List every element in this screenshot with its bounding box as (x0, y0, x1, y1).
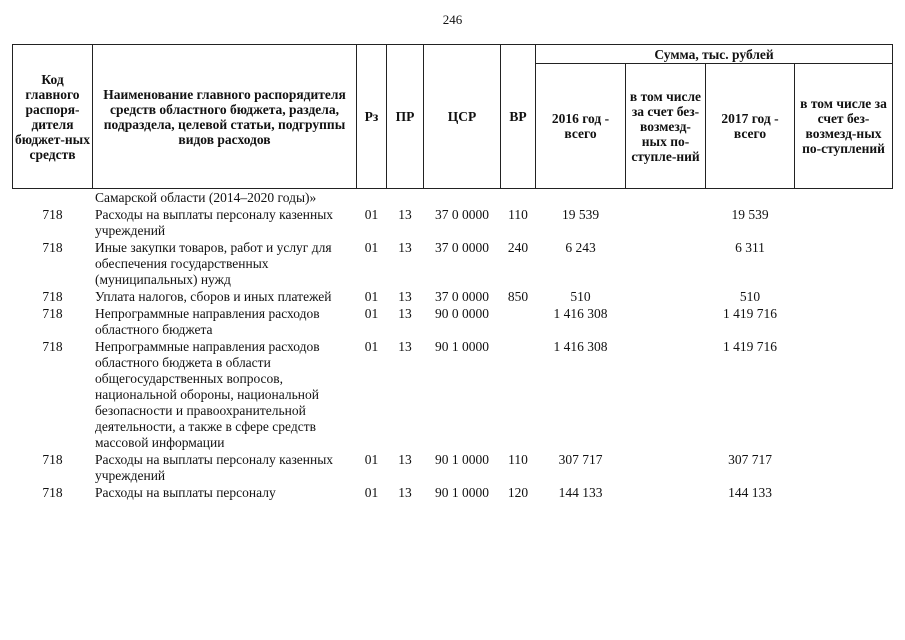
cell-gratuitous-2016 (626, 305, 706, 338)
cell-pr: 13 (398, 306, 412, 321)
header-sum-group: Сумма, тыс. рублей (536, 45, 893, 64)
cell-gratuitous-2016 (626, 239, 706, 288)
cell-vr (501, 189, 536, 207)
cell-pr: 13 (398, 485, 412, 500)
cell-name: Уплата налогов, сборов и иных платежей (95, 289, 332, 304)
cell-total-2016: 510 (570, 289, 591, 304)
page-number: 246 (442, 12, 463, 27)
budget-table (12, 44, 893, 501)
cell-code: 718 (42, 207, 63, 222)
cell-total-2016: 307 717 (558, 452, 603, 467)
cell-total-2017: 1 419 716 (723, 306, 777, 321)
cell-code: 718 (42, 485, 63, 500)
header-code: Код главного распоря-дителя бюджет-ных средств (13, 45, 93, 189)
cell-rz: 01 (364, 240, 379, 255)
cell-total-2017: 6 311 (735, 240, 765, 255)
cell-pr: 13 (398, 452, 412, 467)
cell-gratuitous-2016 (626, 189, 706, 207)
header-vr: ВР (501, 45, 536, 189)
cell-gratuitous-2017 (795, 305, 893, 338)
cell-total-2016: 1 416 308 (553, 339, 608, 354)
cell-pr: 13 (398, 339, 412, 354)
cell-total-2016: 6 243 (565, 240, 596, 255)
cell-rz: 01 (364, 452, 379, 467)
cell-gratuitous-2016 (626, 484, 706, 501)
cell-name: Непрограммные направления расходов областного бюджета в области общегосударственных вопросов, национальной обороны, национальной безопасности и правоохранительной деятельности, а также в сфере средств массовой информации (95, 339, 320, 450)
cell-csr: 90 1 0000 (435, 452, 489, 467)
header-total-2017: 2017 год - всего (706, 64, 795, 189)
cell-total-2016 (536, 189, 626, 207)
cell-name: Расходы на выплаты персоналу казенных учреждений (95, 452, 334, 483)
cell-csr (424, 189, 501, 207)
cell-total-2017: 307 717 (728, 452, 772, 467)
cell-rz: 01 (364, 207, 379, 222)
cell-name: Расходы на выплаты персоналу казенных учреждений (95, 207, 334, 238)
cell-code: 718 (42, 452, 63, 467)
cell-rz: 01 (364, 339, 379, 354)
cell-total-2017: 144 133 (728, 485, 772, 500)
cell-csr: 90 0 0000 (435, 306, 489, 321)
cell-gratuitous-2017 (795, 189, 893, 207)
cell-total-2016: 144 133 (558, 485, 603, 500)
header-total-2016: 2016 год - всего (536, 64, 626, 189)
table-row (13, 239, 893, 288)
cell-name: Расходы на выплаты персоналу (95, 485, 276, 500)
cell-gratuitous-2017 (795, 338, 893, 451)
cell-total-2016: 1 416 308 (553, 306, 608, 321)
table-row (13, 305, 893, 338)
cell-vr: 240 (507, 240, 529, 255)
cell-gratuitous-2017 (795, 484, 893, 501)
cell-vr: 120 (507, 485, 529, 500)
table-row (13, 206, 893, 239)
table-row (13, 484, 893, 501)
cell-csr: 90 1 0000 (435, 485, 489, 500)
header-pr: ПР (387, 45, 424, 189)
cell-gratuitous-2016 (626, 206, 706, 239)
cell-code: 718 (42, 306, 63, 321)
cell-gratuitous-2017 (795, 206, 893, 239)
cell-name: Непрограммные направления расходов областного бюджета (95, 306, 320, 337)
table-header (13, 45, 893, 189)
cell-vr: 110 (508, 452, 528, 467)
table-body (13, 189, 893, 502)
cell-gratuitous-2017 (795, 288, 893, 305)
cell-code (13, 189, 93, 207)
cell-csr: 37 0 0000 (435, 289, 489, 304)
table-row (13, 288, 893, 305)
cell-pr: 13 (398, 240, 412, 255)
cell-rz (357, 189, 387, 207)
header-name: Наименование главного распорядителя средств областного бюджета, раздела, подраздела, целевой статьи, подгруппы видов расходов (93, 45, 357, 189)
table-row (13, 189, 893, 207)
cell-total-2016: 19 539 (561, 207, 600, 222)
cell-vr: 110 (508, 207, 528, 222)
cell-csr: 37 0 0000 (435, 207, 489, 222)
cell-pr: 13 (398, 207, 412, 222)
cell-total-2017: 510 (739, 289, 761, 304)
cell-csr: 90 1 0000 (435, 339, 489, 354)
header-gratuitous-2017: в том числе за счет без-возмезд-ных по-ступлений (795, 64, 893, 189)
cell-vr: 850 (507, 289, 529, 304)
table-row (13, 338, 893, 451)
cell-pr: 13 (398, 289, 412, 304)
cell-gratuitous-2016 (626, 338, 706, 451)
cell-vr (501, 338, 536, 451)
cell-gratuitous-2016 (626, 288, 706, 305)
cell-total-2017: 1 419 716 (723, 339, 777, 354)
cell-rz: 01 (364, 289, 379, 304)
cell-code: 718 (42, 339, 63, 354)
table-row (13, 451, 893, 484)
cell-rz: 01 (364, 485, 379, 500)
cell-name: Иные закупки товаров, работ и услуг для обеспечения государственных (муниципальных) нужд (95, 240, 332, 287)
header-gratuitous-2016: в том числе за счет без-возмезд-ных по-ступле-ний (626, 64, 706, 189)
cell-total-2017: 19 539 (731, 207, 769, 222)
header-rz: Рз (357, 45, 387, 189)
cell-code: 718 (42, 240, 63, 255)
cell-gratuitous-2017 (795, 451, 893, 484)
header-csr: ЦСР (424, 45, 501, 189)
cell-gratuitous-2017 (795, 239, 893, 288)
cell-total-2017 (706, 189, 795, 207)
cell-csr: 37 0 0000 (435, 240, 489, 255)
cell-pr (387, 189, 424, 207)
cell-rz: 01 (364, 306, 379, 321)
cell-gratuitous-2016 (626, 451, 706, 484)
cell-code: 718 (42, 289, 63, 304)
cell-vr (501, 305, 536, 338)
cell-name: Самарской области (2014–2020 годы)» (95, 190, 317, 205)
